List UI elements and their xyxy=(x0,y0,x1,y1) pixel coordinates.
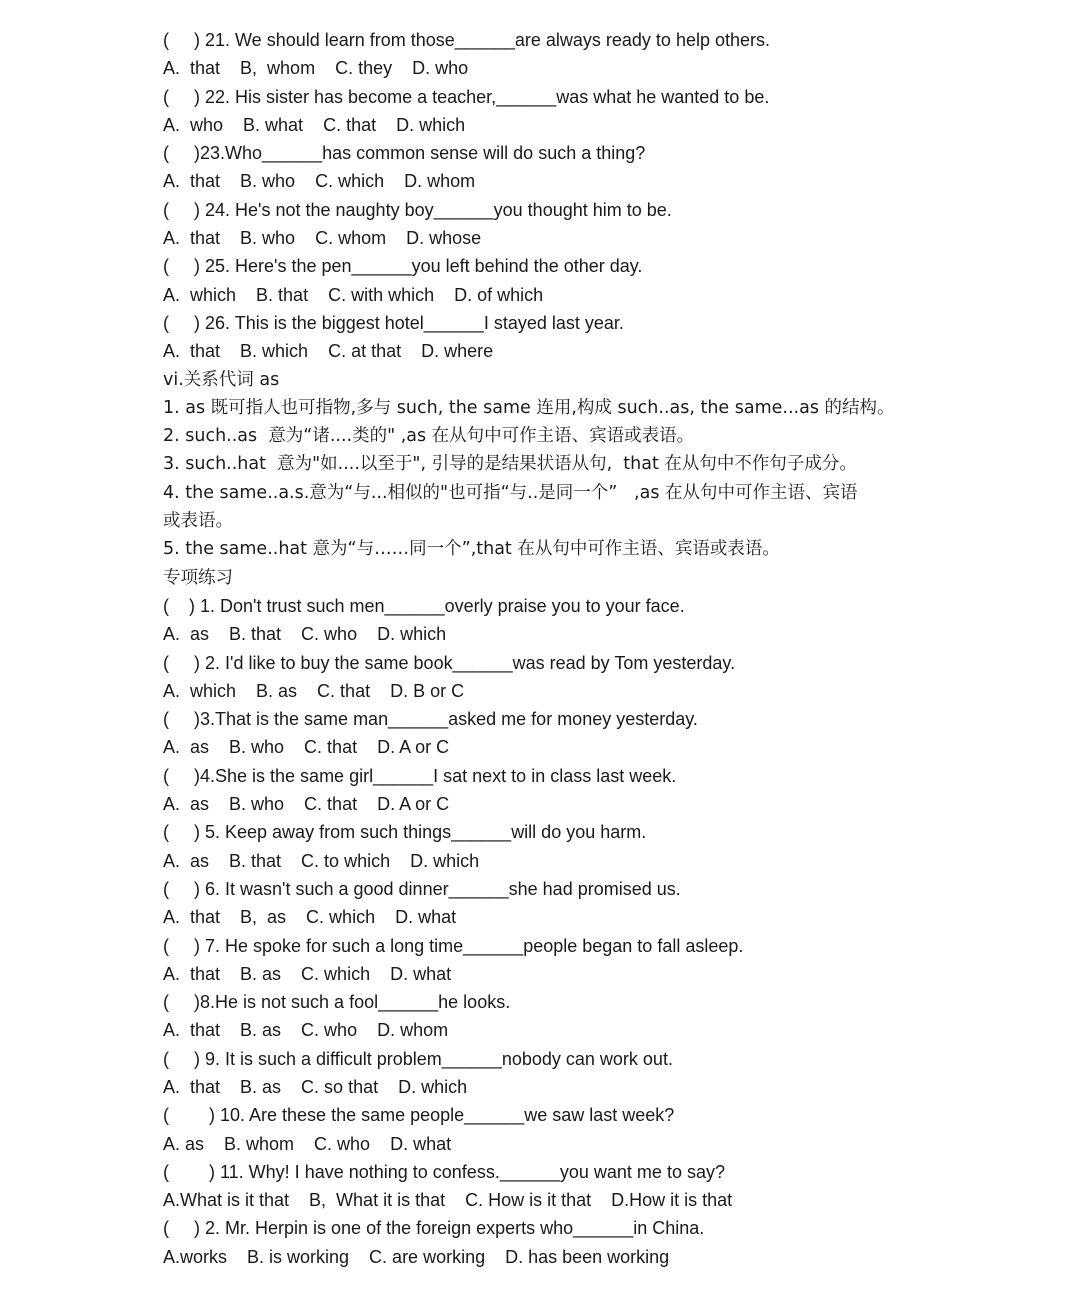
practice-12-line: ( ) 2. Mr. Herpin is one of the foreign experts who______in China. xyxy=(163,1218,705,1239)
practice-6-line: ( ) 6. It wasn't such a good dinner______she had promised us. xyxy=(163,878,681,899)
rule-1: 1. as 既可指人也可指物,多与 such, the same 连用,构成 such..as, the same...as 的结构。 xyxy=(163,397,895,418)
practice-10-options: A. as B. whom C. who D. what xyxy=(163,1133,452,1154)
practice-3-options: A. as B. who C. that D. A or C xyxy=(163,737,450,758)
practice-2-line: ( ) 2. I'd like to buy the same book______was read by Tom yesterday. xyxy=(163,652,736,673)
question-25-options: A. which B. that C. with which D. of which xyxy=(163,284,544,305)
rule-2: 2. such..as 意为“诸....类的" ,as 在从句中可作主语、宾语或表语。 xyxy=(163,426,695,447)
rule-4-continued: 或表语。 xyxy=(163,511,233,532)
practice-8-line: ( )8.He is not such a fool______he looks. xyxy=(163,992,511,1013)
practice-4-line: ( )4.She is the same girl______I sat next to in class last week. xyxy=(163,765,677,786)
practice-5-line: ( ) 5. Keep away from such things______will do you harm. xyxy=(163,822,647,843)
practice-heading: 专项练习 xyxy=(163,567,233,588)
practice-1-options: A. as B. that C. who D. which xyxy=(163,624,447,645)
question-23-line: ( )23.Who______has common sense will do such a thing? xyxy=(163,143,646,164)
question-26-line: ( ) 26. This is the biggest hotel______I stayed last year. xyxy=(163,312,624,333)
question-23-options: A. that B. who C. which D. whom xyxy=(163,171,476,192)
practice-8-options: A. that B. as C. who D. whom xyxy=(163,1020,449,1041)
practice-6-options: A. that B, as C. which D. what xyxy=(163,907,457,928)
practice-2-options: A. which B. as C. that D. B or C xyxy=(163,680,465,701)
rule-3: 3. such..hat 意为"如....以至于", 引导的是结果状语从句, that 在从句中不作句子成分。 xyxy=(163,454,857,475)
practice-7-line: ( ) 7. He spoke for such a long time______people began to fall asleep. xyxy=(163,935,744,956)
worksheet-page xyxy=(163,26,1063,1271)
section-heading: vi.关系代词 as xyxy=(163,369,280,390)
question-22-options: A. who B. what C. that D. which xyxy=(163,114,466,135)
question-24-options: A. that B. who C. whom D. whose xyxy=(163,228,482,249)
practice-9-line: ( ) 9. It is such a difficult problem______nobody can work out. xyxy=(163,1048,673,1069)
question-25-line: ( ) 25. Here's the pen______you left behind the other day. xyxy=(163,256,643,277)
practice-1-line: ( ) 1. Don't trust such men______overly praise you to your face. xyxy=(163,595,685,616)
practice-11-options: A.What is it that B, What it is that C. How is it that D.How it is that xyxy=(163,1190,733,1211)
practice-4-options: A. as B. who C. that D. A or C xyxy=(163,794,450,815)
practice-3-line: ( )3.That is the same man______asked me for money yesterday. xyxy=(163,709,698,730)
practice-10-line: ( ) 10. Are these the same people______we saw last week? xyxy=(163,1105,675,1126)
question-22-line: ( ) 22. His sister has become a teacher,______was what he wanted to be. xyxy=(163,86,770,107)
practice-12-options: A.works B. is working C. are working D. has been working xyxy=(163,1246,670,1267)
practice-5-options: A. as B. that C. to which D. which xyxy=(163,850,480,871)
practice-7-options: A. that B. as C. which D. what xyxy=(163,963,452,984)
practice-9-options: A. that B. as C. so that D. which xyxy=(163,1076,468,1097)
question-24-line: ( ) 24. He's not the naughty boy______you thought him to be. xyxy=(163,199,672,220)
question-26-options: A. that B. which C. at that D. where xyxy=(163,341,494,362)
practice-11-line: ( ) 11. Why! I have nothing to confess.______you want me to say? xyxy=(163,1161,725,1182)
rule-4: 4. the same..a.s.意为“与...相似的"也可指“与..是同一个” ,as 在从句中可作主语、宾语 xyxy=(163,482,858,503)
question-21-line: ( ) 21. We should learn from those______are always ready to help others. xyxy=(163,30,770,50)
question-21-options: A. that B, whom C. they D. who xyxy=(163,58,469,79)
rule-5: 5. the same..hat 意为“与……同一个”,that 在从句中可作主语、宾语或表语。 xyxy=(163,539,780,560)
